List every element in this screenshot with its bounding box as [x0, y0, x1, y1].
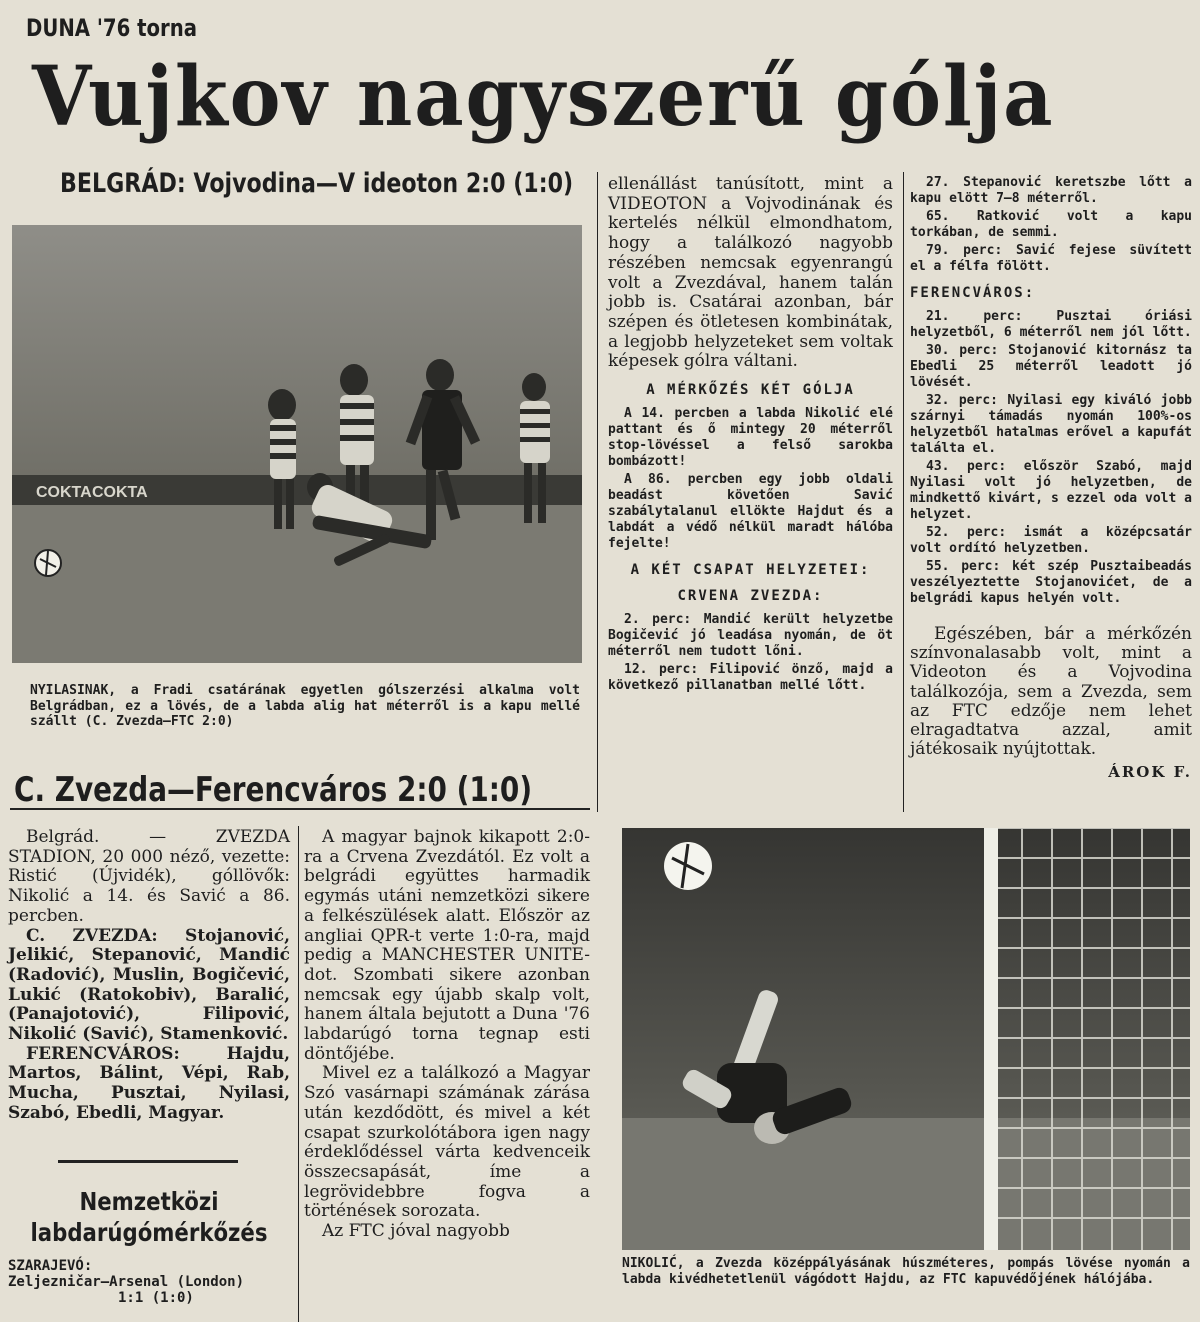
- match-details: Belgrád. — ZVEZDA STADION, 20 000 néző, vezette: Ristić (Újvidék), góllövők: Nikolić a 14. és Savić a 86. percben.: [8, 827, 290, 926]
- goals-heading: A MÉRKŐZÉS KÉT GÓLJA: [646, 382, 855, 399]
- column-rule: [597, 172, 598, 812]
- match-photo-nyilasi: [12, 225, 582, 663]
- chance-item: 32. perc: Nyilasi egy kiváló jobb szárnyi támadás nyomán 100%-os helyzetből hatalmas erővel a kapufát találta el.: [910, 393, 1192, 456]
- ftc-lineup-label: FERENCVÁROS:: [26, 1043, 180, 1064]
- right-column: [910, 175, 1192, 783]
- column-rule: [903, 172, 904, 812]
- author-signature: ÁROK F.: [1108, 763, 1192, 782]
- intl-match-box: [8, 1186, 290, 1306]
- zvezda-chances-heading: CRVENA ZVEZDA:: [677, 588, 824, 605]
- ftc-lineup: Hajdu, Martos, Bálint, Vépi, Rab, Mucha, Pusztai, Nyilasi, Szabó, Ebedli, Magyar.: [8, 1043, 290, 1123]
- photo1-caption: NYILASINAK, a Fradi csatárának egyetlen gólszerzési alkalma volt Belgrádban, ez a lövés, de a labda alig hat méterről is a kapu mellé szállt (C. Zvezda—FTC 2:0): [30, 683, 580, 729]
- zvezda-lineup: Stojanović, Jelikić, Stepanović, Mandić (Radović), Muslin, Bogičević, Lukić (Ratokobiv), Baralić, (Panajotović), Filipović, Nikolić (Savić), Stamenković.: [8, 925, 290, 1045]
- photo2-caption: NIKOLIĆ, a Zvezda középpályásának húszméteres, pompás lövése nyomán a labda kivédhetetlenül vágódott Hajdu, az FTC kapuvédőjének hálójába.: [622, 1256, 1190, 1287]
- kicker: DUNA '76 torna: [26, 14, 198, 42]
- advert-cokta-1: COKTA: [36, 484, 92, 501]
- center-column: [304, 828, 590, 1242]
- intl-score: 1:1 (1:0): [118, 1290, 194, 1306]
- chance-item: 27. Stepanović keretszbe lőtt a kapu elött 7—8 méterről.: [910, 175, 1192, 206]
- chances-heading: A KÉT CSAPAT HELYZETEI:: [630, 562, 871, 579]
- goal-1: A 14. percben a labda Nikolić elé pattant és ő mintegy 20 méterről stop-lövéssel a felső sarokba bombázott!: [608, 406, 893, 470]
- goal-photo-nikolic: [622, 828, 1190, 1250]
- mid-column: [608, 175, 893, 696]
- left-column: [8, 828, 290, 1124]
- center-paragraph: Mivel ez a találkozó a Magyar Szó vasárnapi számának zárása után kezdődött, és mivel a két csapat szurkolótábora igen nagy érdeklődéssel várta kedvenceik összecsapását, íme a legrövidebbre fogva a történések sorozata.: [304, 1063, 590, 1222]
- chance-item: 2. perc: Mandić került helyzetbe Bogičević jó leadása nyomán, de öt méterről nem tudott lőni.: [608, 612, 893, 660]
- match-photo-nyilasi-image: [12, 225, 582, 663]
- center-paragraph: A magyar bajnok kikapott 2:0-ra a Crvena Zvezdától. Ez volt a belgrádi együttes harmadik egymás utáni nemzetközi sikere a felkészülések alatt. Először az angliai QPR-t verte 1:0-ra, majd pedig a MANCHESTER UNITE-dot. Szombati sikere azonban nemcsak egy újabb skalp volt, hanem általa bejutott a Duna '76 labdarúgó torna tegnap esti döntőjébe.: [304, 827, 590, 1064]
- chance-item: 52. perc: ismát a középcsatár volt ordító helyzetben.: [910, 525, 1192, 556]
- intl-box-title: Nemzetközi labdarúgómérkőzés: [30, 1187, 268, 1247]
- zvezda-lineup-label: C. ZVEZDA:: [26, 925, 158, 946]
- intl-city: SZARAJEVÓ:: [8, 1258, 93, 1274]
- chance-item: 55. perc: két szép Pusztaibeadás veszélyeztette Stojanovićet, de a belgrádi kapus helyén volt.: [910, 559, 1192, 606]
- section2-heading: C. Zvezda—Ferencváros 2:0 (1:0): [14, 770, 533, 810]
- ftc-chances-heading: FERENCVÁROS:: [910, 285, 1036, 301]
- chance-item: 12. perc: Filipović önző, majd a következő pillanatban mellé lőtt.: [608, 662, 893, 694]
- advert-cokta-2: COKTA: [92, 484, 148, 501]
- subheadline: BELGRÁD: Vojvodina—V ideoton 2:0 (1:0): [60, 168, 574, 199]
- chance-item: 21. perc: Pusztai óriási helyzetből, 6 méterről nem jól lőtt.: [910, 309, 1192, 340]
- summary-paragraph: Egészében, bár a mérkőzén színvonalasabb volt, mint a Videoton és a Vojvodina találkozója, sem a Zvezda, sem az FTC edzője nem lehet elragadtatva azzal, amit játékosaik nyújtottak.: [910, 624, 1192, 760]
- intl-match: Zeljezničar—Arsenal (London): [8, 1274, 245, 1290]
- center-paragraph: Az FTC jóval nagyobb: [322, 1221, 510, 1242]
- mid-paragraph: ellenállást tanúsított, mint a VIDEOTON a Vojvodinának és kertelés nélkül elmondhatom, hogy a találkozó nagyobb részében nemcsak egyenrangú volt a Zvezdával, hanem talán jobb is. Csatárai azonban, bár szépen és ötletesen kombinátak, a legjobb helyzeteket sem voltak képesek gólra váltani.: [608, 174, 893, 372]
- chance-item: 30. perc: Stojanović kitornász ta Ebedli 25 méterről leadott jó lövését.: [910, 343, 1192, 390]
- box-rule: [58, 1160, 238, 1163]
- chance-item: 65. Ratković volt a kapu torkában, de semmi.: [910, 209, 1192, 240]
- chance-item: 79. perc: Savić fejese süvített el a félfa fölött.: [910, 243, 1192, 274]
- goal-2: A 86. percben egy jobb oldali beadást követően Savić szabálytalanul ellökte Hajdut és a labdát a védő nélkül maradt hálóba fejelte!: [608, 472, 893, 552]
- headline: Vujkov nagyszerű gólja: [32, 49, 1055, 145]
- column-rule: [298, 826, 299, 1322]
- goal-photo-nikolic-image: [622, 828, 1190, 1250]
- chance-item: 43. perc: először Szabó, majd Nyilasi volt jó helyzetben, de mindkettő kivárt, s ezzel oda volt a helyzet.: [910, 459, 1192, 522]
